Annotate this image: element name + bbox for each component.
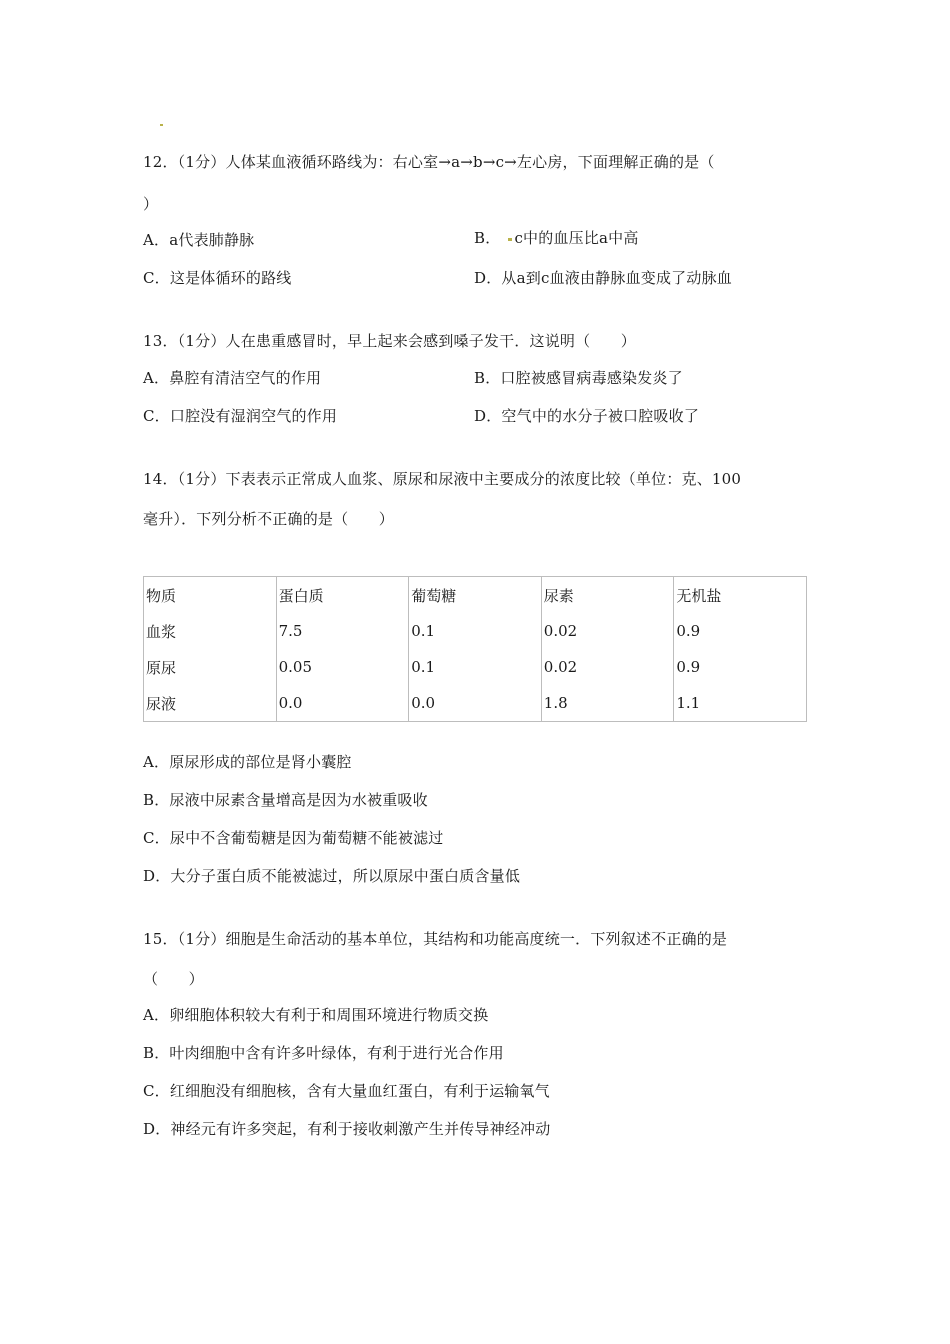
q12-option-a: A．a代表肺静脉 — [143, 231, 255, 249]
q12-stem-close: ） — [143, 195, 159, 213]
q13-option-b: B．口腔被感冒病毒感染发炎了 — [474, 369, 683, 387]
table-cell: 0.9 — [674, 649, 807, 685]
table-header-cell: 物质 — [144, 577, 277, 614]
table-cell: 尿液 — [144, 685, 277, 722]
decorative-mark — [508, 238, 512, 241]
q14-option-b: B．尿液中尿素含量增高是因为水被重吸收 — [143, 791, 428, 809]
q15-option-c: C．红细胞没有细胞核，含有大量血红蛋白，有利于运输氧气 — [143, 1082, 550, 1100]
table-cell: 0.0 — [409, 685, 542, 722]
table-row — [144, 649, 807, 685]
q15-option-b: B．叶肉细胞中含有许多叶绿体，有利于进行光合作用 — [143, 1044, 504, 1062]
table-cell: 0.0 — [276, 685, 409, 722]
table-cell: 血浆 — [144, 613, 277, 649]
table-cell: 0.1 — [409, 613, 542, 649]
q13-option-d: D．空气中的水分子被口腔吸收了 — [474, 407, 700, 425]
q12-option-c: C．这是体循环的路线 — [143, 269, 292, 287]
table-header-row — [144, 577, 807, 614]
table-header-cell: 蛋白质 — [276, 577, 409, 614]
q14-option-d: D．大分子蛋白质不能被滤过，所以原尿中蛋白质含量低 — [143, 867, 521, 885]
q13-stem: 13．（1分）人在患重感冒时，早上起来会感到嗓子发干．这说明（ ） — [143, 332, 636, 350]
table-row — [144, 613, 807, 649]
table-header-cell: 无机盐 — [674, 577, 807, 614]
q14-option-c: C．尿中不含葡萄糖是因为葡萄糖不能被滤过 — [143, 829, 444, 847]
concentration-table — [143, 576, 807, 722]
q15-option-d: D．神经元有许多突起，有利于接收刺激产生并传导神经冲动 — [143, 1120, 551, 1138]
q12-option-b-label: B． — [474, 229, 501, 247]
table-cell: 0.02 — [541, 649, 674, 685]
table-cell: 1.8 — [541, 685, 674, 722]
decorative-dot — [160, 124, 163, 126]
q13-option-c: C．口腔没有湿润空气的作用 — [143, 407, 338, 425]
table-cell: 7.5 — [276, 613, 409, 649]
q12-option-d: D．从a到c血液由静脉血变成了动脉血 — [474, 269, 732, 287]
q14-stem-line2: 毫升）．下列分析不正确的是（ ） — [143, 510, 394, 528]
q13-option-a: A．鼻腔有清洁空气的作用 — [143, 369, 322, 387]
table-cell: 1.1 — [674, 685, 807, 722]
q12-stem: 12．（1分）人体某血液循环路线为：右心室→a→b→c→左心房，下面理解正确的是（ — [143, 153, 715, 171]
q12-option-b — [474, 227, 639, 248]
q14-option-a: A．原尿形成的部位是肾小囊腔 — [143, 753, 352, 771]
table-row — [144, 685, 807, 722]
table-header-cell: 尿素 — [541, 577, 674, 614]
table-cell: 0.02 — [541, 613, 674, 649]
q15-stem-line2: （ ） — [143, 970, 204, 988]
table-cell: 0.9 — [674, 613, 807, 649]
q14-stem: 14．（1分）下表表示正常成人血浆、原尿和尿液中主要成分的浓度比较（单位：克、100 — [143, 470, 742, 488]
q15-option-a: A．卵细胞体积较大有利于和周围环境进行物质交换 — [143, 1006, 489, 1024]
q15-stem: 15．（1分）细胞是生命活动的基本单位，其结构和功能高度统一．下列叙述不正确的是 — [143, 930, 728, 948]
table-cell: 原尿 — [144, 649, 277, 685]
q12-option-b-text: c中的血压比a中高 — [514, 229, 639, 247]
table-cell: 0.05 — [276, 649, 409, 685]
table-header-cell: 葡萄糖 — [409, 577, 542, 614]
table-cell: 0.1 — [409, 649, 542, 685]
